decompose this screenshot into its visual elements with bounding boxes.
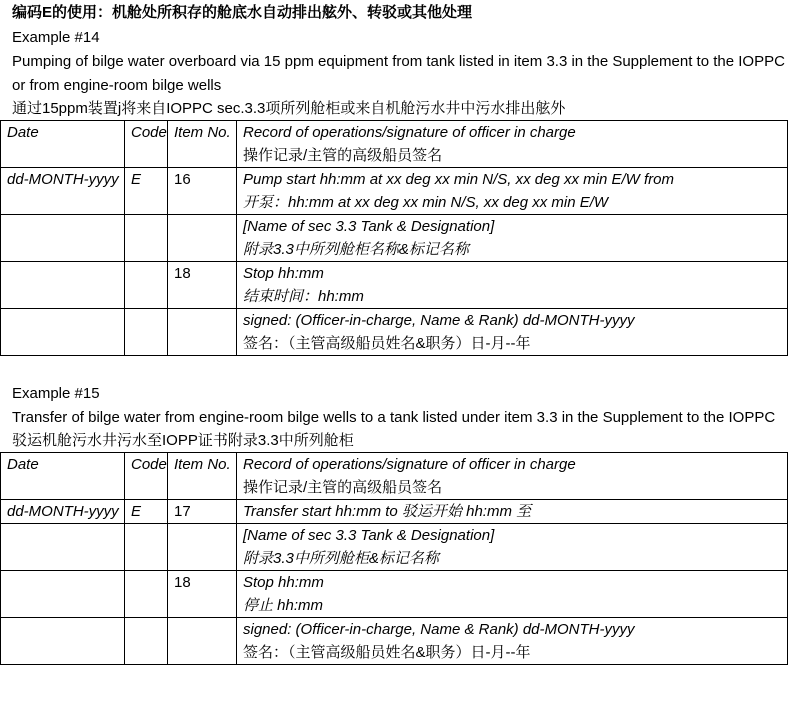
header-record-en: Record of operations/signature of officer in charge [243,456,576,473]
cell-item-no: 18 [168,571,237,618]
table-row [1,262,788,309]
cell-record [237,524,788,571]
cell-date [1,309,125,356]
header-record [237,121,788,168]
cell-date [1,215,125,262]
section-spacer [12,356,788,382]
table-row [1,571,788,618]
header-record [237,453,788,500]
example-15-record-table [0,452,788,665]
cell-code [125,524,168,571]
cell-date: dd-MONTH-yyyy [1,168,125,215]
cell-code [125,618,168,665]
header-code: Code [125,121,168,168]
cell-record-cn: 开泵：hh:mm at xx deg xx min N/S, xx deg xx min E/W [243,194,609,211]
cell-item-no: 16 [168,168,237,215]
header-code: Code [125,453,168,500]
table-row [1,168,788,215]
example-15-title: Example #15 [12,385,100,402]
header-item-no: Item No. [168,121,237,168]
cell-date [1,262,125,309]
cell-record [237,262,788,309]
cell-record-en: Pump start hh:mm at xx deg xx min N/S, xx deg xx min E/W from [243,171,674,188]
header-item-no: Item No. [168,453,237,500]
cell-code [125,215,168,262]
example-14-title: Example #14 [12,29,100,46]
cell-code: E [125,168,168,215]
header-date: Date [1,453,125,500]
cell-record-en: Transfer start hh:mm to 驳运开始 hh:mm 至 [243,503,532,520]
cell-item-no [168,309,237,356]
example-15 [7,382,788,665]
cell-record-en: signed: (Officer-in-charge, Name & Rank) dd-MONTH-yyyy [243,312,635,329]
cell-record [237,500,788,524]
cell-record-en: [Name of sec 3.3 Tank & Designation] [243,218,495,235]
header-record-en: Record of operations/signature of officer in charge [243,124,576,141]
cell-record [237,618,788,665]
cell-item-no [168,618,237,665]
cell-item-no [168,215,237,262]
example-15-description-en: Transfer of bilge water from engine-room bilge wells to a tank listed under item 3.3 in the Supplement to the IOPPC [12,409,776,426]
section-heading: 编码E的使用：机舱处所积存的舱底水自动排出舷外、转驳或其他处理 [12,4,473,21]
cell-date [1,524,125,571]
cell-record [237,571,788,618]
cell-code [125,571,168,618]
cell-record-en: signed: (Officer-in-charge, Name & Rank) dd-MONTH-yyyy [243,621,635,638]
cell-record [237,309,788,356]
example-14-description-cn: 通过15ppm装置j将来自IOPPC sec.3.3项所列舱柜或来自机舱污水井中污水排出舷外 [12,100,566,117]
cell-date [1,618,125,665]
table-row [1,618,788,665]
cell-record-cn: 停止 hh:mm [243,597,324,614]
cell-record-cn: 签名：（主管高级船员姓名&职务）日-月--年 [243,335,531,352]
table-row [1,215,788,262]
cell-record [237,215,788,262]
cell-record-cn: 附录3.3中所列舱柜名称&标记名称 [243,241,469,258]
cell-record-en: Stop hh:mm [243,265,324,282]
cell-record-en: Stop hh:mm [243,574,324,591]
header-record-cn: 操作记录/主管的高级船员签名 [243,479,443,496]
table-row [1,524,788,571]
example-15-description-cn: 驳运机舱污水井污水至IOPP证书附录3.3中所列舱柜 [12,432,354,449]
table-row [1,500,788,524]
cell-item-no: 18 [168,262,237,309]
table-header-row [1,453,788,500]
header-date: Date [1,121,125,168]
example-14-description-en: Pumping of bilge water overboard via 15 ppm equipment from tank listed in item 3.3 in the Supplement to the IOPPC or from engine-room bilge wells [12,53,785,94]
cell-record-cn: 附录3.3中所列舱柜&标记名称 [243,550,439,567]
cell-record [237,168,788,215]
cell-code: E [125,500,168,524]
cell-date: dd-MONTH-yyyy [1,500,125,524]
table-header-row [1,121,788,168]
cell-code [125,262,168,309]
cell-item-no: 17 [168,500,237,524]
cell-item-no [168,524,237,571]
example-14 [7,26,788,356]
cell-code [125,309,168,356]
cell-date [1,571,125,618]
cell-record-en: [Name of sec 3.3 Tank & Designation] [243,527,495,544]
cell-record-cn: 结束时间：hh:mm [243,288,364,305]
cell-record-cn: 签名：（主管高级船员姓名&职务）日-月--年 [243,644,531,661]
example-14-record-table [0,120,788,356]
table-row [1,309,788,356]
header-record-cn: 操作记录/主管的高级船员签名 [243,147,443,164]
